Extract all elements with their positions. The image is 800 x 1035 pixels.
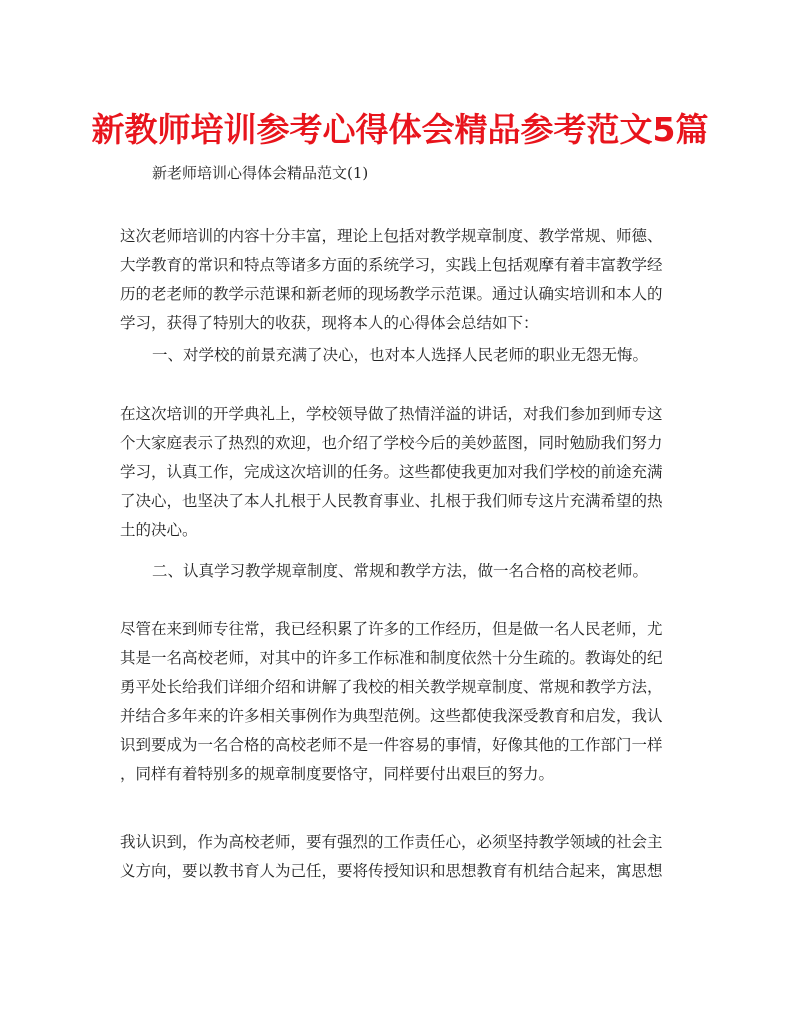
- paragraph-1: [120, 222, 680, 338]
- paragraph-line: 大学教育的常识和特点等诸多方面的系统学习，实践上包括观摩有着丰富教学经: [120, 256, 663, 274]
- paragraph-line: 尽管在来到师专往常，我已经积累了许多的工作经历，但是做一名人民老师，尤: [120, 620, 663, 638]
- paragraph-2: [120, 400, 680, 545]
- document-title: 新教师培训参考心得体会精品参考范文5篇: [91, 110, 709, 149]
- paragraph-line: 历的老老师的教学示范课和新老师的现场教学示范课。通过认确实培训和本人的: [120, 285, 663, 303]
- paragraph-line: 其是一名高校老师，对其中的许多工作标准和制度依然十分生疏的。教诲处的纪: [120, 649, 663, 667]
- paragraph-line: 学习，获得了特别大的收获，现将本人的心得体会总结如下：: [120, 314, 539, 332]
- paragraph-line: 在这次培训的开学典礼上，学校领导做了热情洋溢的讲话，对我们参加到师专这: [120, 405, 663, 423]
- paragraph-line: ，同样有着特别多的规章制度要恪守，同样要付出艰巨的努力。: [120, 765, 555, 783]
- paragraph-line: 勇平处长给我们详细介绍和讲解了我校的相关教学规章制度、常规和教学方法，: [120, 678, 663, 696]
- paragraph-line: 学习，认真工作，完成这次培训的任务。这些都使我更加对我们学校的前途充满: [120, 463, 663, 481]
- paragraph-4: [120, 828, 680, 886]
- paragraph-3: [120, 615, 680, 789]
- paragraph-line: 义方向，要以教书育人为己任，要将传授知识和思想教育有机结合起来，寓思想: [120, 862, 663, 880]
- document-subtitle: 新老师培训心得体会精品范文(1): [152, 164, 369, 182]
- section-heading-1: 一、对学校的前景充满了决心，也对本人选择人民老师的职业无怨无悔。: [152, 346, 649, 364]
- paragraph-line: 土的决心。: [120, 521, 198, 539]
- section-heading-2: 二、认真学习教学规章制度、常规和教学方法，做一名合格的高校老师。: [152, 562, 649, 580]
- paragraph-line: 个大家庭表示了热烈的欢迎，也介绍了学校今后的美妙蓝图，同时勉励我们努力: [120, 434, 663, 452]
- paragraph-line: 并结合多年来的许多相关事例作为典型范例。这些都使我深受教育和启发，我认: [120, 707, 663, 725]
- paragraph-line: 了决心，也坚决了本人扎根于人民教育事业、扎根于我们师专这片充满希望的热: [120, 492, 663, 510]
- paragraph-line: 我认识到，作为高校老师，要有强烈的工作责任心，必须坚持教学领域的社会主: [120, 833, 663, 851]
- paragraph-line: 识到要成为一名合格的高校老师不是一件容易的事情，好像其他的工作部门一样: [120, 736, 663, 754]
- paragraph-line: 这次老师培训的内容十分丰富，理论上包括对教学规章制度、教学常规、师德、: [120, 227, 663, 245]
